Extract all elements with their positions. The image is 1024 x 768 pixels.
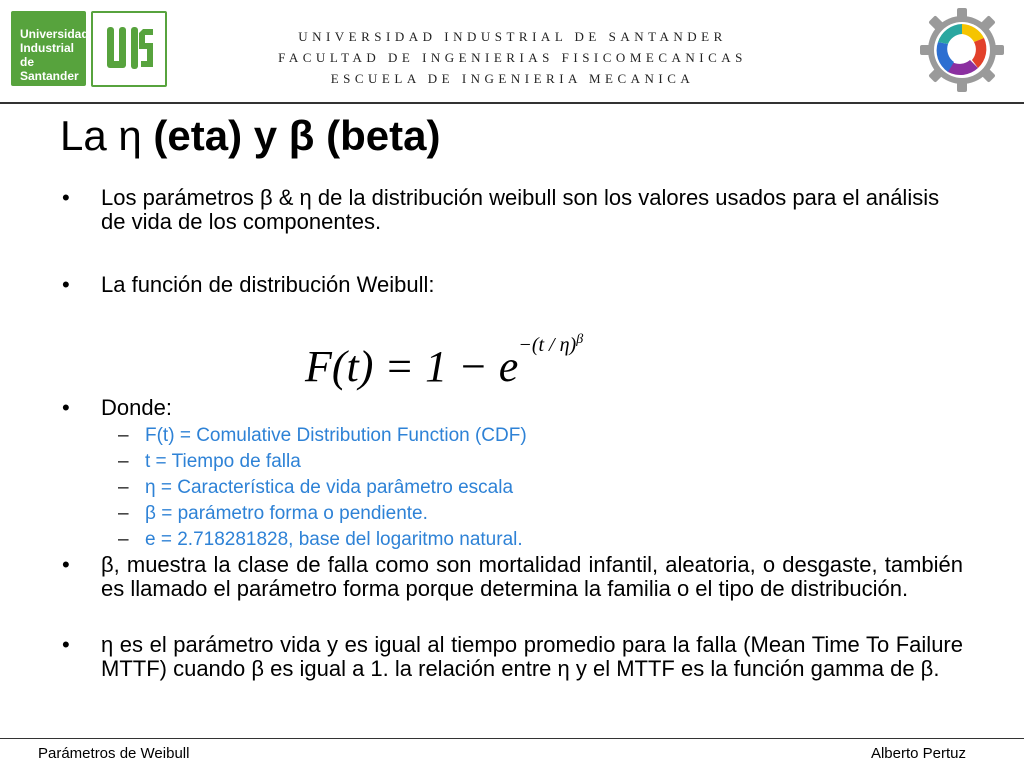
logo-line: Santander	[20, 69, 79, 83]
definition-text: β = parámetro forma o pendiente.	[145, 503, 428, 524]
footer-divider	[0, 738, 1024, 739]
title-prefix: La η	[60, 112, 154, 159]
header-divider	[0, 102, 1024, 104]
bullet-text: β, muestra la clase de falla como son mortalidad infantil, aleatoria, o desgaste, también es llamado el parámetro forma porque determina la familia o el tipo de distribución.	[101, 552, 963, 601]
footer-topic: Parámetros de Weibull	[38, 745, 190, 762]
header-line-university: UNIVERSIDAD INDUSTRIAL DE SANTANDER	[298, 29, 727, 44]
institution-header	[250, 26, 775, 89]
definition-text: F(t) = Comulative Distribution Function (CDF)	[145, 425, 527, 446]
formula-exponent: −(t / η)β	[518, 332, 584, 356]
dash-marker: –	[118, 477, 129, 498]
footer-author: Alberto Pertuz	[870, 745, 966, 762]
bullet-dot: •	[62, 395, 70, 420]
formula-lhs: F(t) = 1 − e	[305, 342, 519, 391]
logo-line: Industrial de	[20, 41, 75, 69]
logo-line: Universidad	[20, 27, 89, 41]
title-bold: (eta) y β (beta)	[153, 112, 441, 159]
dash-marker: –	[118, 529, 129, 550]
weibull-formula	[305, 312, 583, 395]
bullet-dot: •	[62, 272, 70, 297]
dash-marker: –	[118, 451, 129, 472]
header-line-school: ESCUELA DE INGENIERIA MECANICA	[330, 71, 695, 86]
bullet-text: La función de distribución Weibull:	[101, 272, 435, 297]
definition-text: η = Característica de vida parâmetro escala	[145, 477, 514, 498]
gear-logo-icon	[918, 6, 1006, 94]
bullet-text: Donde:	[101, 395, 172, 420]
university-logo	[11, 11, 89, 86]
header-line-faculty: FACULTAD DE INGENIERIAS FISICOMECANICAS	[278, 50, 747, 65]
dash-marker: –	[118, 503, 129, 524]
definition-text: t = Tiempo de falla	[145, 451, 301, 472]
bullet-text: Los parámetros β & η de la distribución weibull son los valores usados para el análisis de vida de los componentes.	[101, 185, 940, 234]
dash-marker: –	[118, 425, 129, 446]
bullet-dot: •	[62, 185, 70, 210]
bullet-dot: •	[62, 552, 70, 577]
formula-power: β	[576, 332, 584, 347]
bullet-text: η es el parámetro vida y es igual al tiempo promedio para la falla (Mean Time To Failure MTTF) cuando β es igual a 1. la relación entre η y el MTTF es la función gamma de β.	[101, 632, 963, 681]
definition-text: e = 2.718281828, base del logaritmo natural.	[145, 529, 523, 550]
slide-title	[60, 110, 440, 162]
bullet-dot: •	[62, 632, 70, 657]
uis-monogram-icon	[91, 11, 167, 87]
